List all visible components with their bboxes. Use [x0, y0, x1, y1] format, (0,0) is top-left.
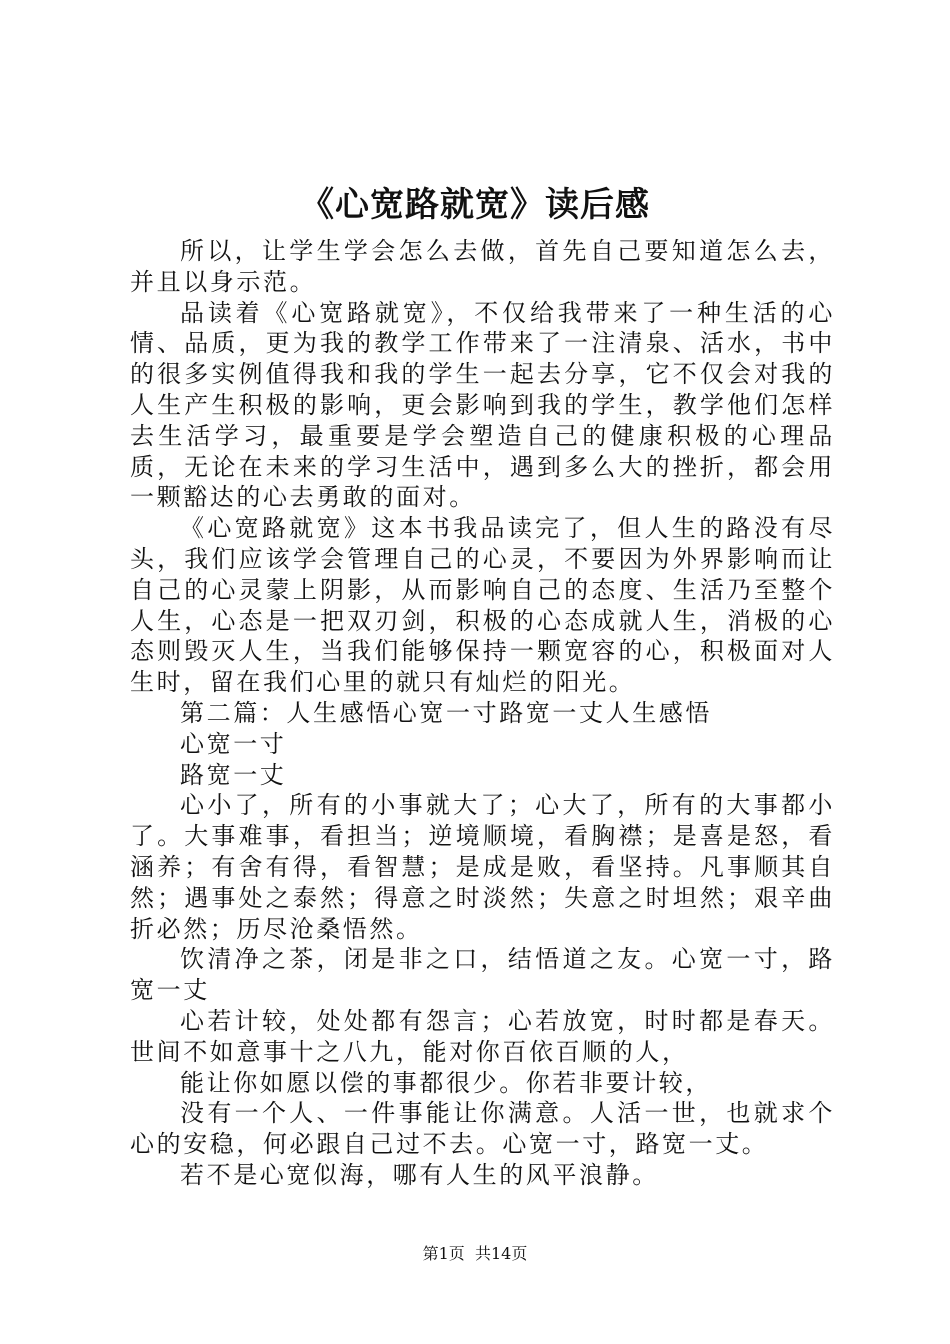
page-total: 共14页: [474, 1244, 528, 1263]
document-title: 《心宽路就宽》读后感: [300, 185, 650, 225]
paragraph: 没有一个人、一件事能让你满意。人活一世，也就求个心的安稳，何必跟自己过不去。心宽一寸，路宽一丈。: [130, 1099, 835, 1159]
paragraph: 若不是心宽似海，哪有人生的风平浪静。: [180, 1160, 659, 1189]
paragraph: 路宽一丈: [180, 760, 287, 789]
page-footer: [0, 1243, 950, 1265]
paragraph: 所以，让学生学会怎么去做，首先自己要知道怎么去，并且以身示范。: [130, 237, 835, 296]
document-body: [130, 236, 835, 1191]
paragraph: 心宽一寸: [180, 729, 287, 758]
paragraph: 心小了，所有的小事就大了；心大了，所有的大事都小了。大事难事，看担当；逆境顺境，看胸襟；是喜是怒，看涵养；有舍有得，看智慧；是成是败，看坚持。凡事顺其自然；遇事处之泰然；得意之时淡然；失意之时坦然；艰辛曲折必然；历尽沧桑悟然。: [130, 791, 835, 943]
paragraph: 品读着《心宽路就宽》，不仅给我带来了一种生活的心情、品质，更为我的教学工作带来了一注清泉、活水，书中的很多实例值得我和我的学生一起去分享，它不仅会对我的人生产生积极的影响，更会影响到我的学生，教学他们怎样去生活学习，最重要是学会塑造自己的健康积极的心理品质，无论在未来的学习生活中，遇到多么大的挫折，都会用一颗豁达的心去勇敢的面对。: [130, 298, 835, 512]
paragraph: 心若计较，处处都有怨言；心若放宽，时时都是春天。世间不如意事十之八九，能对你百依百顺的人，: [130, 1006, 835, 1066]
footer-separator: [465, 1244, 475, 1263]
paragraph: 饮清净之茶，闭是非之口，结悟道之友。心宽一寸，路宽一丈: [130, 945, 835, 1005]
page-number: 第1页: [422, 1244, 465, 1263]
paragraph: 《心宽路就宽》这本书我品读完了，但人生的路没有尽头，我们应该学会管理自己的心灵，不要因为外界影响而让自己的心灵蒙上阴影，从而影响自己的态度、生活乃至整个人生，心态是一把双刃剑，积极的心态成就人生，消极的心态则毁灭人生，当我们能够保持一颗宽容的心，积极面对人生时，留在我们心里的就只有灿烂的阳光。: [130, 514, 835, 697]
section-heading: 第二篇：人生感悟心宽一寸路宽一丈人生感悟: [180, 698, 712, 727]
paragraph: 能让你如愿以偿的事都很少。你若非要计较，: [180, 1068, 712, 1097]
